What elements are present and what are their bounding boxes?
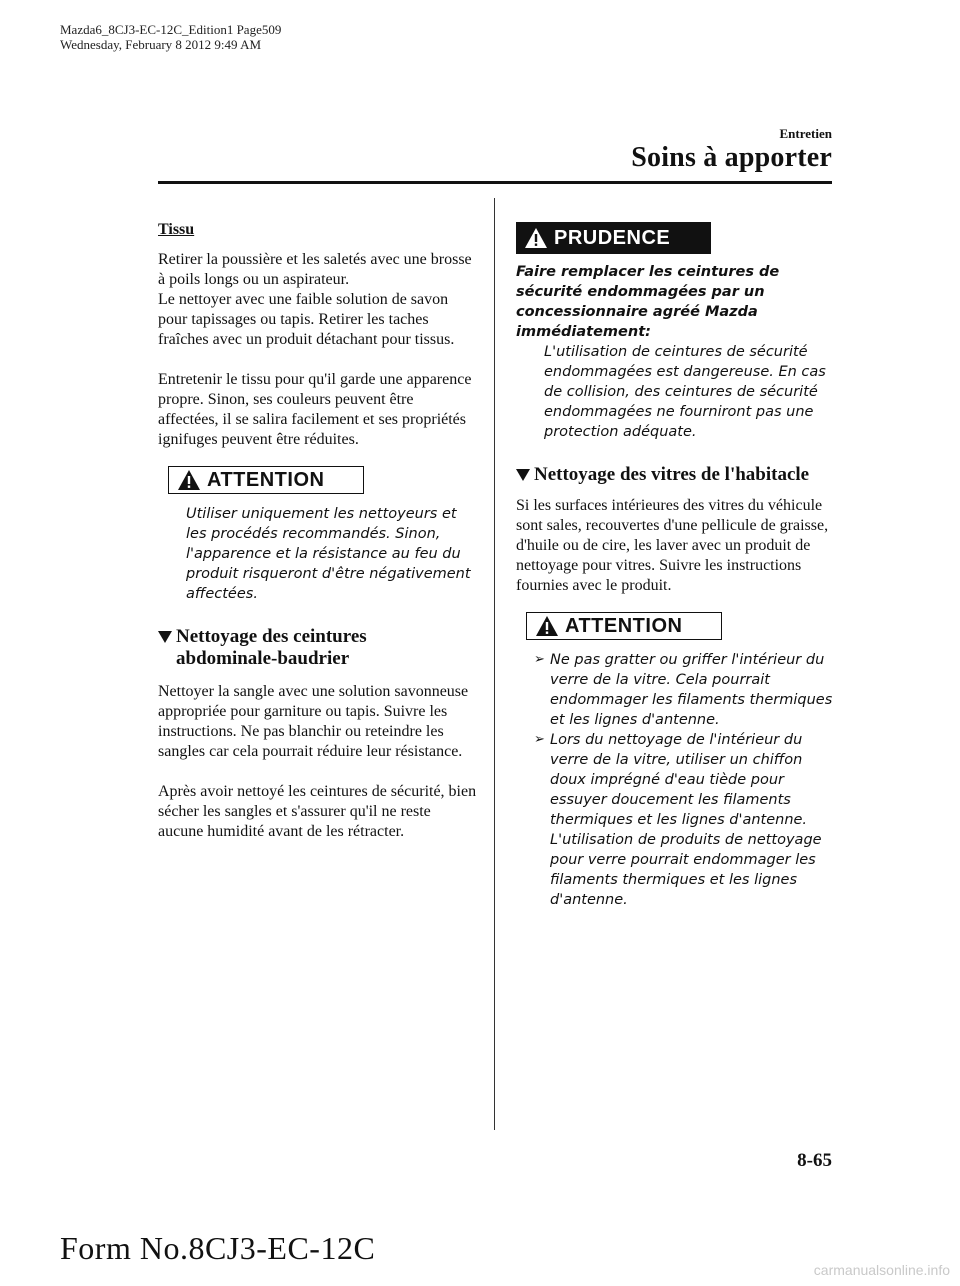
- right-column: [516, 222, 834, 910]
- prudence-text: L'utilisation de ceintures de sécurité endommagées est dangereuse. En cas de collision, des ceintures de sécurité endommagées ne fourniront pas une protection adéquate.: [544, 344, 826, 440]
- attention-text: Utiliser uniquement les nettoyeurs et les procédés recommandés. Sinon, l'apparence et la résistance au feu du produit risqueront d'être négativement affectées.: [186, 506, 471, 602]
- heading-vitres-text: Nettoyage des vitres de l'habitacle: [534, 464, 810, 485]
- list-item-text: Ne pas gratter ou griffer l'intérieur du verre de la vitre. Cela pourrait endommager les filaments thermiques et les lignes d'antenne.: [550, 652, 833, 728]
- heading-ceintures-line2: abdominale-baudrier: [176, 648, 350, 669]
- print-metadata: [60, 22, 281, 52]
- warning-icon: [524, 227, 548, 249]
- list-item-text: Lors du nettoyage de l'intérieur du verre de la vitre, utiliser un chiffon doux imprégné d'eau tiède pour essuyer doucement les filaments thermiques et les lignes d'antenne. L'utilisation de produits de nettoyage pour verre pourrait endommager les filaments thermiques et les lignes d'antenne.: [550, 732, 822, 908]
- heading-ceintures: [158, 626, 478, 670]
- attention-label: [526, 612, 722, 640]
- form-number: Form No.8CJ3-EC-12C: [60, 1230, 376, 1266]
- chapter-title: Entretien: [779, 126, 832, 141]
- arrow-bullet-icon: ➢: [534, 732, 545, 747]
- heading-ceintures-line1: Nettoyage des ceintures: [176, 626, 367, 647]
- paragraph: Si les surfaces intérieures des vitres du véhicule sont sales, recouvertes d'une pellicule de graisse, d'huile ou de cire, les laver avec un produit de nettoyage pour vitres. Suivre les instructions fournies avec le produit.: [516, 497, 829, 594]
- triangle-bullet-icon: [158, 630, 172, 644]
- attention-bullet-list: [516, 650, 834, 910]
- prudence-label: [516, 222, 711, 254]
- paragraph: Le nettoyer avec une faible solution de savon pour tapissages ou tapis. Retirer les taches fraîches avec un produit détachant pour tissus.: [158, 291, 455, 348]
- list-item: [534, 650, 834, 730]
- triangle-bullet-icon: [516, 468, 530, 482]
- print-metadata-line1: Mazda6_8CJ3-EC-12C_Edition1 Page509: [60, 22, 282, 37]
- header-rule: [158, 181, 832, 184]
- paragraph: Nettoyer la sangle avec une solution savonneuse appropriée pour garniture ou tapis. Suivre les instructions. Ne pas blanchir ou reteindre les sangles car cela pourrait réduire leur résistance.: [158, 683, 469, 760]
- prudence-label-text: PRUDENCE: [554, 227, 671, 249]
- paragraph: Après avoir nettoyé les ceintures de sécurité, bien sécher les sangles et s'assurer qu'il ne reste aucune humidité avant de les rétracter.: [158, 783, 477, 840]
- left-column: [158, 220, 478, 862]
- print-metadata-line2: Wednesday, February 8 2012 9:49 AM: [60, 37, 262, 52]
- list-item: [534, 730, 834, 910]
- arrow-bullet-icon: ➢: [534, 652, 545, 667]
- watermark: carmanualsonline.info: [813, 1262, 950, 1278]
- column-divider: [494, 198, 495, 1130]
- attention-label-text: ATTENTION: [207, 469, 325, 491]
- section-title: Soins à apporter: [631, 142, 832, 173]
- heading-vitres: [516, 464, 834, 486]
- warning-icon: [535, 615, 559, 637]
- subhead-tissu: Tissu: [158, 221, 195, 238]
- attention-label-text: ATTENTION: [565, 615, 683, 637]
- paragraph: Entretenir le tissu pour qu'il garde une apparence propre. Sinon, ses couleurs peuvent être affectées, il se salira facilement et ses propriétés ignifuges peuvent être réduites.: [158, 371, 472, 448]
- attention-label: [168, 466, 364, 494]
- page-number: 8-65: [797, 1150, 832, 1171]
- paragraph: Retirer la poussière et les saletés avec une brosse à poils longs ou un aspirateur.: [158, 251, 472, 288]
- prudence-bold-text: Faire remplacer les ceintures de sécurité endommagées par un concessionnaire agréé Mazda immédiatement:: [516, 264, 780, 340]
- warning-icon: [177, 469, 201, 491]
